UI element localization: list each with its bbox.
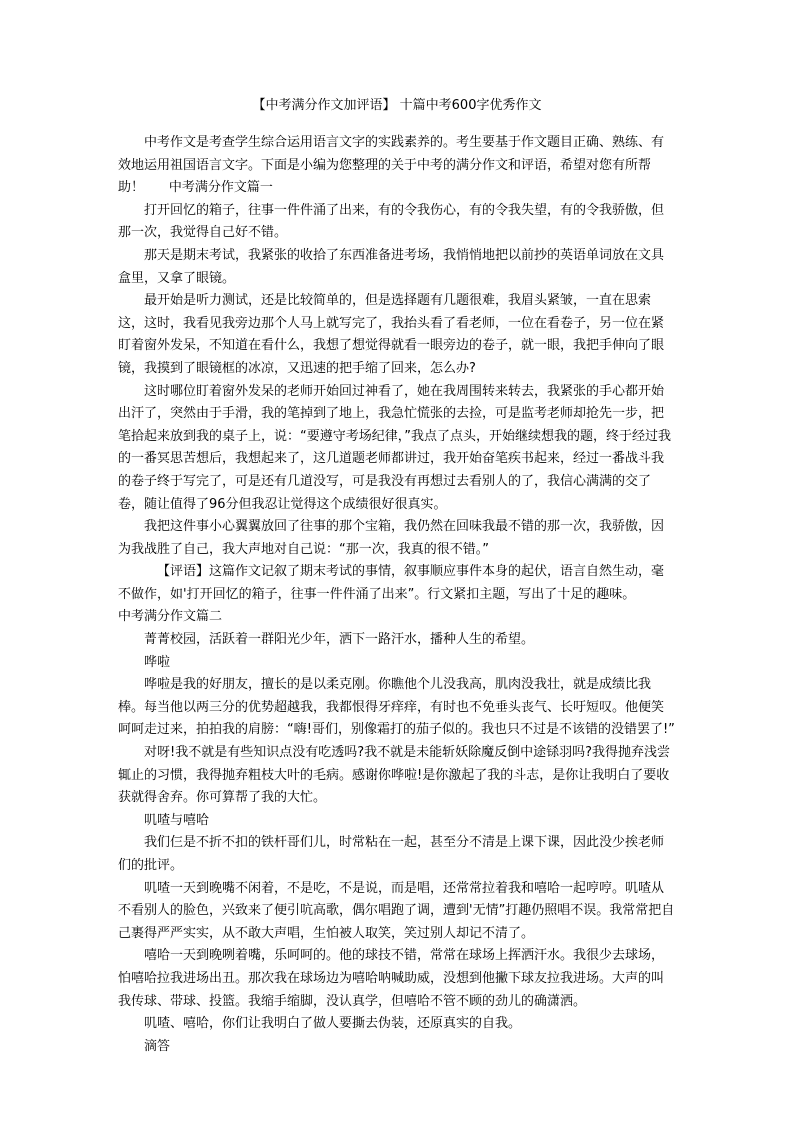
essay1-paragraph: 我把这件事小心翼翼放回了往事的那个宝箱，我仍然在回味我最不错的那一次，我骄傲，因为我战胜了自己，我大声地对自己说：“那一次，我真的很不错。” — [118, 519, 665, 557]
document-title: 【中考满分作文加评语】 十篇中考600字优秀作文 — [252, 98, 542, 113]
essay2-heading: 中考满分作文篇二 — [118, 609, 223, 625]
essay2-paragraph: 菁菁校园，活跃着一群阳光少年，洒下一路汗水，播种人生的希望。 — [144, 632, 535, 648]
essay2-paragraph: 我们仨是不折不扣的铁杆哥们儿，时常粘在一起，甚至分不清是上课下课，因此没少挨老师们的批评。 — [118, 835, 665, 873]
essay2-paragraph: 叽喳、嘻哈，你们让我明白了做人要撕去伪装，还原真实的自我。 — [144, 1016, 522, 1032]
essay1-paragraph: 这时哪位盯着窗外发呆的老师开始回过神看了，她在我周围转来转去，我紧张的手心都开始出汗了，突然由于手滑，我的笔掉到了地上，我急忙慌张的去捡，可是监考老师却抢先一步，把笔拾起来放到我的桌子上，说：“要遵守考场纪律，”我点了点头，开始继续想我的题，终于经过我的一番冥思苦想后，我想起来了，这几道题老师都讲过，我开始奋笔疾书起来，经过一番战斗我的卷子终于写完了，可是还有几道没写，可是我没有再想过去看别人的了，我信心满满的交了卷，随让值得了96分但我忍让觉得这个成绩很好很真实。 — [118, 383, 671, 512]
essay2-paragraph: 叽喳一天到晚嘴不闲着，不是吃，不是说，而是唱，还常常拉着我和嘻哈一起哼哼。叽喳从不看别人的脸色，兴致来了便引吭高歌，偶尔唱跑了调，遭到'无情”打趣仍照唱不误。我常常把自己裹得严严实实，从不敢大声唱，生怕被人取笑，笑过别人却记不清了。 — [118, 880, 675, 941]
essay1-paragraph: 打开回忆的箱子，往事一件件涌了出来，有的令我伤心，有的令我失望，有的令我骄傲，但那一次，我觉得自己好不错。 — [118, 202, 665, 241]
essay1-heading: 中考满分作文篇一 — [168, 180, 273, 196]
essay2-subheading: 滴答 — [144, 1038, 171, 1054]
document-body — [118, 132, 676, 1058]
essay2-subheading: 哗啦 — [144, 654, 171, 670]
essay1-paragraph: 最开始是听力测试，还是比较简单的，但是选择题有几题很难，我眉头紧皱，一直在思索这，这时，我看见我旁边那个人马上就写完了，我抬头看了看老师，一位在看卷子，另一位在紧盯着窗外发呆，不知道在看什么，我想了想觉得就看一眼旁边的卷子，就一眼，我把手伸向了眼镜，我摸到了眼镜框的冰凉，又迅速的把手缩了回来，怎么办? — [118, 293, 665, 376]
essay1-paragraph: 那天是期末考试，我紧张的收拾了东西准备进考场，我悄悄地把以前抄的英语单词放在文具盒里，又拿了眼镜。 — [118, 247, 665, 286]
intro-paragraph — [118, 132, 676, 200]
intro-text: 中考作文是考查学生综合运用语言文字的实践素养的。考生要基于作文题目正确、熟练、有效地运用祖国语言文字。下面是小编为您整理的关于中考的满分作文和评语，希望对您有所帮助！ — [118, 135, 665, 196]
essay2-paragraph: 嘻哈一天到晚咧着嘴，乐呵呵的。他的球技不错，常常在球场上挥洒汗水。我很少去球场，怕嘻哈拉我进场出丑。那次我在球场边为嘻哈呐喊助威，没想到他撇下球友拉我进场。大声的叫我传球、带球、投篮。我缩手缩脚，没认真学，但嘻哈不管不顾的劲儿的确潇洒。 — [118, 948, 665, 1009]
essay2-paragraph: 对呀!我不就是有些知识点没有吃透吗?我不就是未能斩妖除魔反倒中途铩羽吗?我得抛弃浅尝辄止的习惯，我得抛弃粗枝大叶的毛病。感谢你哗啦!是你激起了我的斗志，是你让我明白了要收获就得舍弃。你可算帮了我的大忙。 — [118, 745, 671, 806]
essay2-subheading: 叽喳与嘻哈 — [144, 812, 210, 828]
comment1-paragraph: 【评语】这篇作文记叙了期末考试的事情，叙事顺应事件本身的起伏，语言自然生动，毫不做作，如'打开回忆的箱子，往事一件件涌了出来”。行文紧扣主题，写出了十足的趣味。 — [118, 564, 665, 602]
essay2-paragraph: 哗啦是我的好朋友，擅长的是以柔克刚。你瞧他个儿没我高，肌肉没我壮，就是成绩比我棒。每当他以两三分的优势超越我，我都恨得牙痒痒，有时也不免垂头丧气、长吁短叹。他便笑呵呵走过来，拍拍我的肩膀：“嗨!哥们，别像霜打的茄子似的。我也只不过是不该错的没错罢了!” — [118, 677, 675, 738]
